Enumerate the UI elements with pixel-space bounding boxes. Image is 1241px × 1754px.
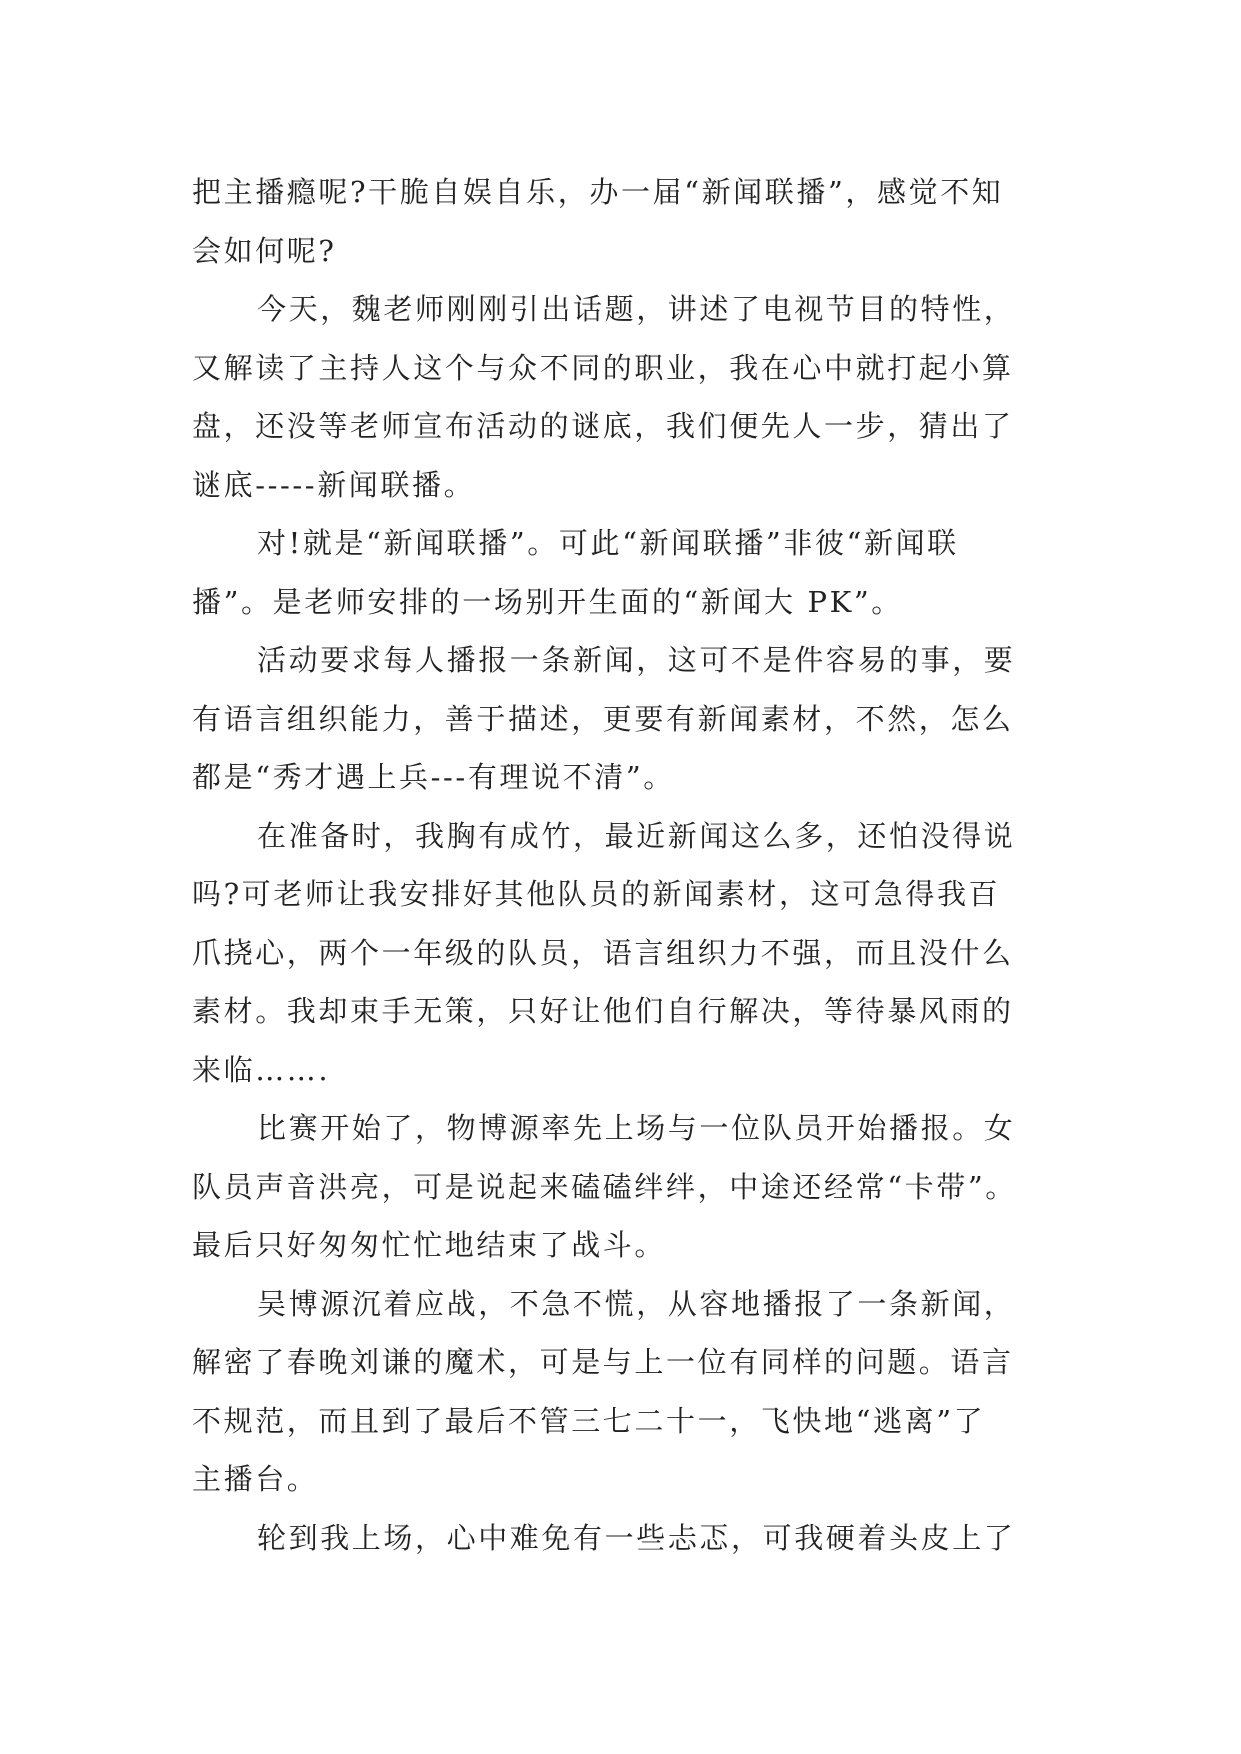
text-line: 解密了春晚刘谦的魔术，可是与上一位有同样的问题。语言 bbox=[192, 1345, 1014, 1379]
text-line: 把主播瘾呢?干脆自娱自乐，办一届“新闻联播”，感觉不知 bbox=[192, 175, 1004, 209]
text-line: 活动要求每人播报一条新闻，这可不是件容易的事，要 bbox=[257, 643, 1016, 677]
text-line: 爪挠心，两个一年级的队员，语言组织力不强，而且没什么 bbox=[192, 935, 1014, 970]
text-line: 播”。是老师安排的一场别开生面的“新闻大 PK”。 bbox=[192, 584, 903, 619]
text-line: 吗?可老师让我安排好其他队员的新闻素材，这可急得我百 bbox=[192, 877, 1001, 911]
text-line: 今天，魏老师刚刚引出话题，讲述了电视节目的特性， bbox=[257, 292, 1016, 326]
text-line: 不规范，而且到了最后不管三七二十一，飞快地“逃离”了 bbox=[192, 1403, 986, 1438]
text-line: 都是“秀才遇上兵---有理说不清”。 bbox=[192, 760, 675, 794]
body-text bbox=[192, 163, 1062, 1567]
text-line: 谜底-----新闻联播。 bbox=[192, 467, 476, 502]
text-line: 在准备时，我胸有成竹，最近新闻这么多，还怕没得说 bbox=[257, 818, 1016, 853]
text-line: 轮到我上场，心中难免有一些忐忑，可我硬着头皮上了 bbox=[257, 1520, 1016, 1555]
text-line: 素材。我却束手无策，只好让他们自行解决，等待暴风雨的 bbox=[192, 994, 1014, 1028]
text-line: 吴博源沉着应战，不急不慌，从容地播报了一条新闻， bbox=[257, 1286, 1016, 1321]
text-line: 最后只好匆匆忙忙地结束了战斗。 bbox=[192, 1228, 667, 1262]
text-line: 对!就是“新闻联播”。可此“新闻联播”非彼“新闻联 bbox=[257, 526, 959, 560]
text-line: 比赛开始了，物博源率先上场与一位队员开始播报。女 bbox=[257, 1111, 1016, 1145]
text-line: 有语言组织能力，善于描述，更要有新闻素材，不然，怎么 bbox=[192, 701, 1014, 736]
text-line: 队员声音洪亮，可是说起来磕磕绊绊，中途还经常“卡带”。 bbox=[192, 1169, 1017, 1204]
text-line: 主播台。 bbox=[192, 1462, 319, 1496]
text-line: 盘，还没等老师宣布活动的谜底，我们便先人一步，猜出了 bbox=[192, 409, 1014, 443]
text-line: 又解读了主持人这个与众不同的职业，我在心中就打起小算 bbox=[192, 350, 1014, 385]
text-line: 会如何呢? bbox=[192, 233, 337, 268]
text-line: 来临……. bbox=[192, 1052, 331, 1087]
